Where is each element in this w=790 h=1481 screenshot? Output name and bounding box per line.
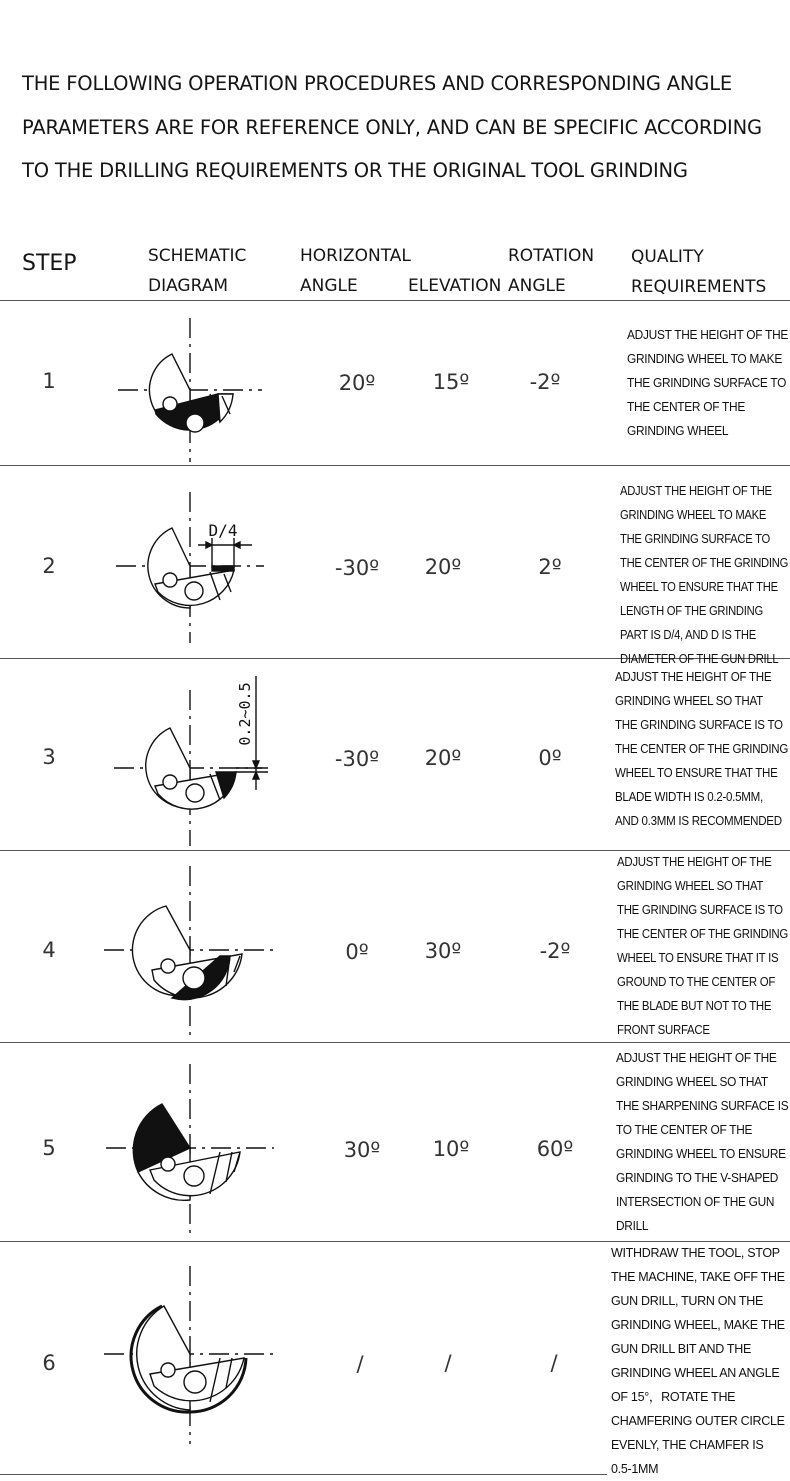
requirement-line: GRINDING WHEEL, MAKE THE xyxy=(611,1318,785,1332)
quality-requirement xyxy=(611,1241,785,1481)
quality-requirement xyxy=(615,665,788,833)
intro-text xyxy=(22,62,782,193)
schematic-diagram-step-1 xyxy=(110,310,270,465)
horizontal-angle-value: 20º xyxy=(338,371,376,395)
requirement-line: LENGTH OF THE GRINDING xyxy=(620,604,763,618)
table-rule xyxy=(0,1042,790,1043)
header-rotation-angle: ANGLE xyxy=(508,276,566,296)
rotation-angle-value: 0º xyxy=(538,746,562,770)
requirement-line: DIAMETER OF THE GUN DRILL xyxy=(620,652,779,666)
requirement-line: WHEEL TO ENSURE THAT THE xyxy=(615,766,778,780)
requirement-line: CHAMFERING OUTER CIRCLE xyxy=(611,1414,785,1428)
requirement-line: THE GRINDING SURFACE TO xyxy=(627,376,787,390)
horizontal-angle-value: / xyxy=(356,1352,364,1376)
requirement-line: GROUND TO THE CENTER OF xyxy=(617,975,776,989)
schematic-diagram-step-2 xyxy=(110,488,270,648)
schematic-diagram-step-4 xyxy=(100,860,280,1040)
requirement-line: THE GRINDING SURFACE IS TO xyxy=(615,718,783,732)
requirement-line: THE CENTER OF THE xyxy=(627,400,746,414)
rotation-angle-value: / xyxy=(550,1351,558,1375)
quality-requirement xyxy=(620,479,788,671)
rotation-angle-value: 60º xyxy=(536,1137,574,1161)
quality-requirement xyxy=(627,323,788,443)
requirement-line: GRINDING WHEEL SO THAT xyxy=(616,1075,768,1089)
requirement-line: DRILL xyxy=(616,1219,649,1233)
step-number: 1 xyxy=(42,369,56,393)
horizontal-angle-value: -30º xyxy=(334,747,380,771)
requirement-line: THE BLADE BUT NOT TO THE xyxy=(617,999,772,1013)
header-quality: QUALITY xyxy=(631,247,704,267)
requirement-line: GRINDING WHEEL SO THAT xyxy=(617,879,764,893)
requirement-line: INTERSECTION OF THE GUN xyxy=(616,1195,775,1209)
header-step: STEP xyxy=(22,251,77,276)
requirement-line: BLADE WIDTH IS 0.2-0.5MM, xyxy=(615,790,763,804)
header-requirements: REQUIREMENTS xyxy=(631,277,767,297)
requirement-line: WHEEL TO ENSURE THAT IT IS xyxy=(617,951,779,965)
requirement-line: OF 15°，ROTATE THE xyxy=(611,1390,736,1404)
step-number: 5 xyxy=(42,1136,56,1160)
requirement-line: ADJUST THE HEIGHT OF THE xyxy=(616,1051,777,1065)
requirement-line: ADJUST THE HEIGHT OF THE xyxy=(620,484,772,498)
requirement-line: GRINDING WHEEL xyxy=(627,424,729,438)
schematic-diagram-step-5 xyxy=(100,1060,280,1240)
requirement-line: THE SHARPENING SURFACE IS xyxy=(616,1099,789,1113)
quality-requirement xyxy=(616,1046,788,1238)
header-horizontal-angle: ANGLE xyxy=(300,276,358,296)
requirement-line: ADJUST THE HEIGHT OF THE xyxy=(617,855,772,869)
intro-line: PARAMETERS ARE FOR REFERENCE ONLY, AND CAN BE SPECIFIC ACCORDING xyxy=(22,115,762,139)
requirement-line: ADJUST THE HEIGHT OF THE xyxy=(615,670,772,684)
requirement-line: THE CENTER OF THE GRINDING xyxy=(620,556,789,570)
elevation-value: 10º xyxy=(432,1137,470,1161)
requirement-line: PART IS D/4, AND D IS THE xyxy=(620,628,756,642)
elevation-value: / xyxy=(444,1351,452,1375)
horizontal-angle-value: -30º xyxy=(334,556,380,580)
header-elevation: ELEVATION xyxy=(408,276,502,296)
requirement-line: WITHDRAW THE TOOL, STOP xyxy=(611,1246,780,1260)
header-rotation: ROTATION xyxy=(508,246,595,266)
requirement-line: AND 0.3MM IS RECOMMENDED xyxy=(615,814,782,828)
requirement-line: WHEEL TO ENSURE THAT THE xyxy=(620,580,778,594)
dimension-label: D/4 xyxy=(208,521,238,540)
table-rule xyxy=(0,1474,607,1475)
requirement-line: GRINDING WHEEL AN ANGLE xyxy=(611,1366,780,1380)
intro-line: THE FOLLOWING OPERATION PROCEDURES AND CORRESPONDING ANGLE xyxy=(22,72,732,95)
elevation-value: 30º xyxy=(424,939,462,963)
step-number: 2 xyxy=(42,554,56,578)
step-number: 6 xyxy=(42,1351,56,1375)
step-number: 4 xyxy=(42,938,56,962)
intro-line: TO THE DRILLING REQUIREMENTS OR THE ORIGINAL TOOL GRINDING xyxy=(22,159,688,182)
requirement-line: GRINDING TO THE V-SHAPED xyxy=(616,1171,779,1185)
requirement-line: GRINDING WHEEL TO ENSURE xyxy=(616,1147,786,1161)
requirement-line: ADJUST THE HEIGHT OF THE xyxy=(627,328,789,342)
requirement-line: THE CENTER OF THE GRINDING xyxy=(617,927,789,941)
elevation-value: 15º xyxy=(432,370,470,394)
table-rule xyxy=(0,300,790,301)
horizontal-angle-value: 30º xyxy=(343,1138,381,1162)
requirement-line: THE MACHINE, TAKE OFF THE xyxy=(611,1270,785,1284)
requirement-line: THE GRINDING SURFACE IS TO xyxy=(617,903,783,917)
requirement-line: GUN DRILL BIT AND THE xyxy=(611,1342,752,1356)
requirement-line: EVENLY, THE CHAMFER IS xyxy=(611,1438,764,1452)
elevation-value: 20º xyxy=(424,555,462,579)
requirement-line: GRINDING WHEEL TO MAKE xyxy=(627,352,782,366)
rotation-angle-value: 2º xyxy=(538,555,562,579)
header-schematic: SCHEMATIC xyxy=(148,246,247,266)
rotation-angle-value: -2º xyxy=(539,939,571,963)
requirement-line: 0.5-1MM xyxy=(611,1462,659,1476)
requirement-line: GRINDING WHEEL SO THAT xyxy=(615,694,763,708)
requirement-line: THE CENTER OF THE GRINDING xyxy=(615,742,789,756)
quality-requirement xyxy=(617,850,788,1042)
table-rule xyxy=(0,465,790,466)
requirement-line: GRINDING WHEEL TO MAKE xyxy=(620,508,767,522)
header-diagram: DIAGRAM xyxy=(148,276,229,296)
requirement-line: THE GRINDING SURFACE TO xyxy=(620,532,770,546)
rotation-angle-value: -2º xyxy=(529,370,561,394)
elevation-value: 20º xyxy=(424,746,462,770)
header-horizontal: HORIZONTAL xyxy=(300,246,411,266)
schematic-diagram-step-3 xyxy=(110,670,280,850)
schematic-diagram-step-6 xyxy=(100,1262,280,1447)
step-number: 3 xyxy=(42,745,56,769)
requirement-line: TO THE CENTER OF THE xyxy=(616,1123,753,1137)
horizontal-angle-value: 0º xyxy=(345,940,369,964)
requirement-line: FRONT SURFACE xyxy=(617,1023,710,1037)
dimension-label: 0.2~0.5 xyxy=(236,682,254,746)
requirement-line: GUN DRILL, TURN ON THE xyxy=(611,1294,763,1308)
